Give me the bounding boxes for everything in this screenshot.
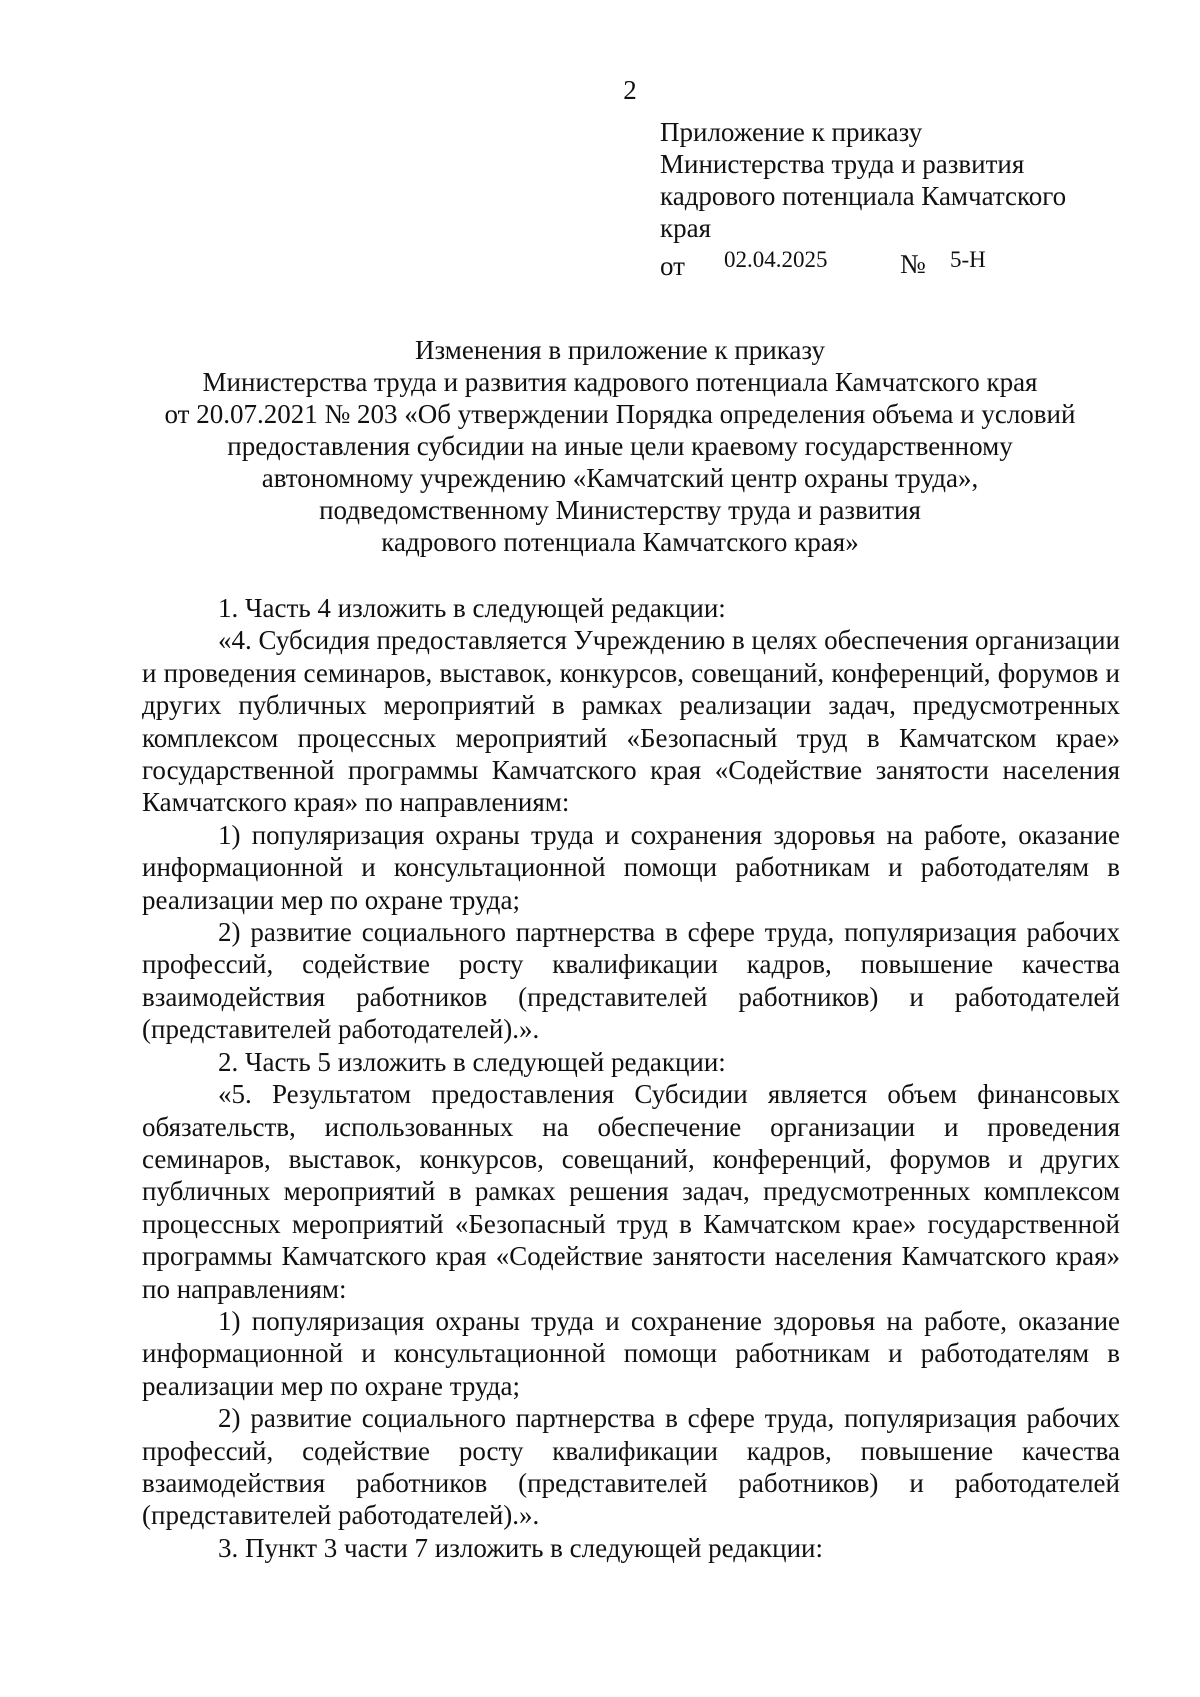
body-paragraph: 2. Часть 5 изложить в следующей редакции: — [218, 1046, 726, 1077]
annex-date-row — [660, 244, 1120, 280]
annex-line: кадрового потенциала Камчатского — [660, 181, 1067, 211]
body-paragraph: 1) популяризация охраны труда и сохранение здоровья на работе, оказание информационной и консультационной помощи работникам и работодателям в реализации мер по охране труда; — [142, 1305, 1120, 1401]
body-paragraph: «5. Результатом предоставления Субсидии является объем финансовых обязательств, использованных на обеспечение организации и проведения семинаров, выставок, конкурсов, совещаний, конференций, форумов и других публичных мероприятий в рамках решения задач, предусмотренных комплексом процессных мероприятий «Безопасный труд в Камчатском крае» государственной программы Камчатского края «Содействие занятости населения Камчатского края» по направлениям: — [142, 1079, 1120, 1304]
heading-line: кадрового потенциала Камчатского края» — [381, 527, 859, 557]
heading-line: предоставления субсидии на иные цели краевому государственному — [227, 431, 1013, 461]
document-heading — [130, 334, 1110, 558]
annex-line: края — [660, 213, 712, 243]
order-date: 02.04.2025 — [724, 247, 828, 272]
page-number: 2 — [623, 75, 637, 105]
number-sign: № — [900, 249, 926, 279]
body-paragraph: 1. Часть 4 изложить в следующей редакции: — [218, 593, 726, 623]
body-paragraph: «4. Субсидия предоставляется Учреждению в целях обеспечения организации и проведения семинаров, выставок, конкурсов, совещаний, конференций, форумов и других публичных мероприятий в рамках реализации задач, предусмотренных комплексом процессных мероприятий «Безопасный труд в Камчатском крае» государственной программы Камчатского края «Содействие занятости населения Камчатского края» по направлениям: — [142, 625, 1120, 818]
heading-line: Изменения в приложение к приказу — [414, 335, 826, 365]
annex-block — [660, 116, 1120, 280]
annex-line: Приложение к приказу — [660, 117, 923, 147]
annex-line: Министерства труда и развития — [660, 149, 1025, 179]
body-paragraph: 2) развитие социального партнерства в сфере труда, популяризация рабочих профессий, содействие росту квалификации кадров, повышение качества взаимодействия работников (представителей работников) и работодателей (представителей работодателей).». — [142, 917, 1120, 1045]
date-prefix: от — [660, 251, 685, 281]
heading-line: автономному учреждению «Камчатский центр охраны труда», — [261, 463, 979, 493]
order-number: 5-Н — [950, 247, 986, 272]
heading-line: подведомственному Министерству труда и развития — [319, 495, 921, 525]
heading-line: от 20.07.2021 № 203 «Об утверждении Порядка определения объема и условий — [164, 399, 1076, 429]
heading-line: Министерства труда и развития кадрового потенциала Камчатского края — [202, 367, 1038, 397]
body-paragraph: 1) популяризация охраны труда и сохранения здоровья на работе, оказание информационной и консультационной помощи работникам и работодателям в реализации мер по охране труда; — [142, 819, 1120, 915]
document-body — [142, 592, 1120, 1564]
body-paragraph: 3. Пункт 3 части 7 изложить в следующей редакции: — [218, 1532, 823, 1563]
body-paragraph: 2) развитие социального партнерства в сфере труда, популяризация рабочих профессий, содействие росту квалификации кадров, повышение качества взаимодействия работников (представителей работников) и работодателей (представителей работодателей).». — [142, 1403, 1120, 1531]
